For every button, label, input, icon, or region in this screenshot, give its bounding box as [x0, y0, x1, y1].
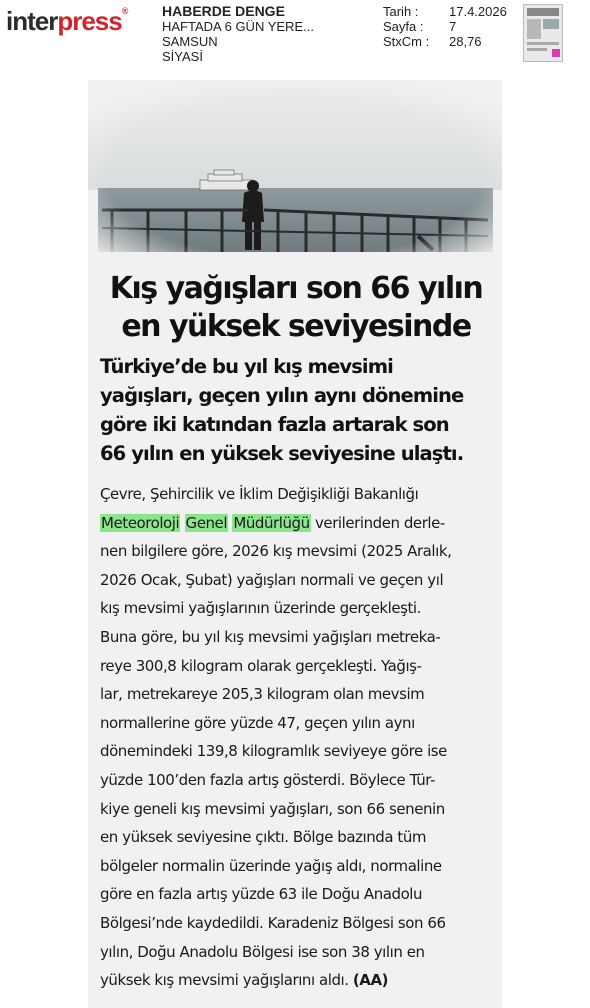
date-label: Tarih :	[383, 4, 419, 19]
highlighted-keyword: Genel	[185, 513, 228, 532]
publication-info	[162, 4, 314, 64]
stxcm-label: StxCm :	[383, 34, 430, 49]
article-photo	[88, 80, 502, 258]
publication-category: SİYASİ	[162, 49, 203, 64]
source-tag: (AA)	[352, 971, 389, 990]
interpress-logo: interpress®	[6, 6, 128, 36]
date-value: 17.4.2026	[449, 4, 507, 19]
highlighted-keyword: Müdürlüğü	[233, 513, 310, 532]
page-label: Sayfa :	[383, 19, 424, 34]
clipping-header	[0, 0, 590, 70]
page-thumbnail[interactable]	[523, 4, 563, 62]
publication-frequency: HAFTADA 6 GÜN YERE...	[162, 19, 314, 34]
article-lead: Türkiye’de bu yıl kış mevsimi yağışları, geçen yılın aynı dönemine göre iki katından fazla artarak son 66 yılın en yüksek seviyesine ulaştı.	[100, 355, 464, 465]
page-value: 7	[449, 19, 457, 34]
stxcm-value: 28,76	[449, 34, 482, 49]
clipping-meta	[383, 4, 507, 49]
article-title: Kış yağışları son 66 yılın en yüksek seviyesinde	[109, 271, 483, 344]
publication-city: SAMSUN	[162, 34, 218, 49]
article-body: Çevre, Şehircilik ve İklim Değişikliği Bakanlığı Meteoroloji Genel Müdürlüğü verilerinden derle- nen bilgilere göre, 2026 kış mevsimi (2025 Aralık, 2026 Ocak, Şubat) yağışları normali ve geçen yıl kış mevsimi yağışlarının üzerinde gerçekleşti. Buna göre, bu yıl kış mevsimi yağışları metreka- reye 300,8 kilogram olarak gerçekleşti. Yağış- lar, metrekareye 205,3 kilogram olan mevsim normallerine göre yüzde 47, geçen yılın aynı dönemindeki 139,8 kilogramlık seviyeye göre ise yüzde 100’den fazla artış gösterdi. Böylece Tür- kiye geneli kış mevsimi yağışları, son 66 senenin en yüksek seviyesine çıktı. Bölge bazında tüm bölgeler normalin üzerinde yağış aldı, normaline göre en fazla artış yüzde 63 ile Doğu Anadolu Bölgesi’nde kaydedildi. Karadeniz Bölgesi son 66 yılın, Doğu Anadolu Bölgesi ise son 38 yılın en yüksek kış mevsimi yağışlarını aldı. (AA)	[100, 485, 452, 990]
publication-name: HABERDE DENGE	[162, 3, 285, 19]
highlighted-keyword: Meteoroloji	[101, 513, 180, 532]
